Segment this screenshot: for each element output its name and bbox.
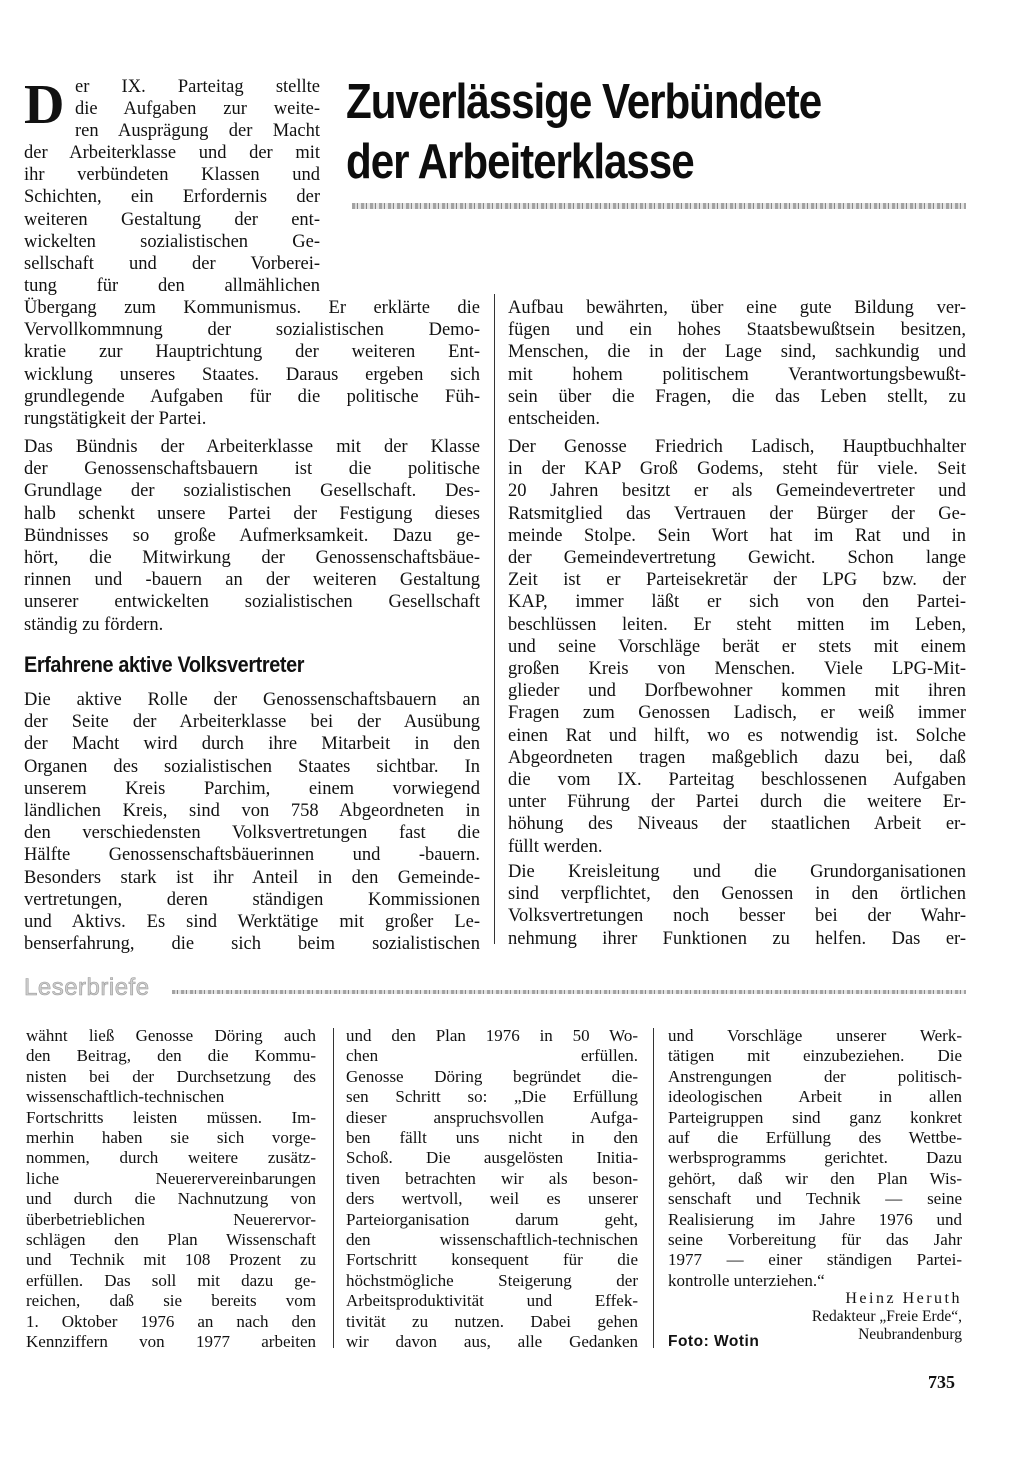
left-para-2-line: Bündnisses so große Aufmerksamkeit. Dazu ge- bbox=[24, 525, 480, 546]
letters-col-3-line: ideologischen Arbeit in allen bbox=[668, 1087, 962, 1107]
right-para-1-line: Aufbau bewährten, über eine gute Bildung ver- bbox=[508, 298, 966, 318]
letters-col-2-line: Schoß. Die ausgelösten Initia- bbox=[346, 1148, 638, 1168]
column-divider bbox=[494, 294, 495, 944]
right-para-2-line: höhung des Niveaus der staatlichen Arbeit er- bbox=[508, 814, 966, 835]
left-para-3-line: Hälfte Genossenschaftsbäuerinnen und -bauern. bbox=[24, 845, 480, 866]
intro-wide bbox=[24, 297, 480, 430]
right-para-3-line: Die Kreisleitung und die Grundorganisationen bbox=[508, 862, 966, 882]
letters-col-1-line: Kennziffern von 1977 arbeiten bbox=[26, 1332, 316, 1352]
intro-narrow bbox=[75, 76, 320, 143]
left-para-2-line: hört, die Mitwirkung der Genossenschaftsbäue- bbox=[24, 548, 480, 569]
right-para-3 bbox=[508, 861, 966, 950]
letters-col-1-line: 1. Oktober 1976 an nach den bbox=[26, 1311, 316, 1331]
letters-col-3-line: und Vorschläge unserer Werk- bbox=[668, 1026, 962, 1045]
letters-col-2-line: tivität zu nutzen. Dabei gehen bbox=[346, 1311, 638, 1331]
letters-col-1 bbox=[26, 1026, 316, 1353]
intro-line: grundlegende Aufgaben für die politische Füh- bbox=[24, 386, 480, 407]
intro-line: die Aufgaben zur weite- bbox=[75, 99, 320, 120]
subheading: Erfahrene aktive Volksvertreter bbox=[24, 652, 305, 677]
right-para-2-line: und seine Vorschläge berät er stets mit einem bbox=[508, 636, 966, 657]
left-para-2-line: Grundlage der sozialistischen Gesellschaft. Des- bbox=[24, 481, 480, 502]
right-para-2-line: Abgeordneten tragen maßgeblich dazu bei, daß bbox=[508, 747, 966, 768]
letters-col-2-line: dieser anspruchsvollen Aufga- bbox=[346, 1107, 638, 1127]
left-para-2-line: ständig zu fördern. bbox=[24, 614, 164, 635]
right-para-3-line: nehmung ihrer Funktionen zu helfen. Das er- bbox=[508, 928, 966, 949]
section-rule bbox=[172, 990, 966, 994]
intro-line: Schichten, ein Erfordernis der bbox=[24, 187, 320, 208]
letters-col-1-line: und Technik mit 108 Prozent zu bbox=[26, 1250, 316, 1270]
letters-col-3-line: Realisierung im Jahre 1976 und bbox=[668, 1209, 962, 1229]
right-para-2-line: der Gemeindevertretung Gewicht. Schon lange bbox=[508, 548, 966, 569]
right-para-2-line: in der KAP Groß Godems, steht für viele. Seit bbox=[508, 459, 966, 480]
letters-col-3-line: 1977 — einer ständigen Partei- bbox=[668, 1250, 962, 1270]
letters-col-2 bbox=[346, 1026, 638, 1353]
page-number: 735 bbox=[928, 1372, 955, 1392]
intro-line: rungstätigkeit der Partei. bbox=[24, 409, 207, 430]
left-para-3-line: Besonders stark ist ihr Anteil in den Gemeinde- bbox=[24, 867, 480, 888]
letters-col-2-line: höchstmögliche Steigerung der bbox=[346, 1270, 638, 1290]
letters-col-3-line: kontrolle unterziehen.“ bbox=[668, 1270, 825, 1290]
right-para-2-line: 20 Jahren besitzt er als Gemeindevertreter und bbox=[508, 481, 966, 502]
headline-line-1: Zuverlässige Verbündete bbox=[346, 75, 822, 129]
intro-line: wickelten sozialistischen Ge- bbox=[24, 231, 320, 252]
right-para-1 bbox=[508, 297, 966, 430]
right-para-2-line: großen Kreis von Menschen. Viele LPG-Mit- bbox=[508, 659, 966, 680]
letters-col-2-line: und den Plan 1976 in 50 Wo- bbox=[346, 1026, 638, 1045]
letters-col-1-line: liche Neuerervereinbarungen bbox=[26, 1168, 316, 1188]
letters-col-2-line: tiven betrachten wir als beson- bbox=[346, 1168, 638, 1188]
right-para-1-line: sein über die Fragen, die das Leben stellt, zu bbox=[508, 386, 966, 407]
letters-col-1-line: und durch die Nachnutzung von bbox=[26, 1189, 316, 1209]
letters-col-1-line: nisten bei der Durchsetzung des bbox=[26, 1066, 316, 1086]
letters-divider-2 bbox=[653, 1028, 654, 1348]
left-para-2-line: rinnen und -bauern an der weiteren Gestaltung bbox=[24, 570, 480, 591]
right-para-1-line: fügen und ein hohes Staatsbewußtsein besitzen, bbox=[508, 320, 966, 341]
letters-divider-1 bbox=[333, 1028, 334, 1348]
intro-line: er IX. Parteitag stellte bbox=[75, 77, 320, 97]
intro-line: kratie zur Hauptrichtung der weiteren Ent- bbox=[24, 342, 480, 363]
letters-col-3-line: auf die Erfüllung des Wettbe- bbox=[668, 1128, 962, 1148]
left-para-3-line: der Seite der Arbeiterklasse bei der Ausübung bbox=[24, 712, 480, 733]
letters-col-1-line: reichen, daß sie bereits vom bbox=[26, 1291, 316, 1311]
letters-col-3-line: Anstrengungen der politisch- bbox=[668, 1066, 962, 1086]
right-para-1-line: entscheiden. bbox=[508, 409, 600, 430]
left-para-2-line: Das Bündnis der Arbeiterklasse mit der Klasse bbox=[24, 437, 480, 457]
intro-line: tung für den allmählichen bbox=[24, 276, 320, 297]
letters-col-1-line: überbetrieblichen Neuerervor- bbox=[26, 1209, 316, 1229]
letters-col-2-line: Arbeitsproduktivität und Effek- bbox=[346, 1291, 638, 1311]
section-label: Leserbriefe bbox=[24, 974, 150, 1001]
right-para-2-line: füllt werden. bbox=[508, 836, 603, 857]
headline-rule bbox=[352, 203, 966, 209]
letters-col-3-line: werbsprogramms gerichtet. Dazu bbox=[668, 1148, 962, 1168]
left-para-3-line: und Aktivs. Es sind Werktätige mit großer Le- bbox=[24, 912, 480, 933]
intro-line: wicklung unseres Staates. Daraus ergeben sich bbox=[24, 364, 480, 385]
drop-cap: D bbox=[24, 74, 65, 136]
photo-credit: Foto: Wotin bbox=[668, 1333, 760, 1350]
right-para-2-line: beschlüssen leiten. Er steht mitten im Leben, bbox=[508, 614, 966, 635]
letters-col-2-line: ders wertvoll, weil es unserer bbox=[346, 1189, 638, 1209]
headline bbox=[346, 72, 879, 192]
intro-line: weiteren Gestaltung der ent- bbox=[24, 209, 320, 230]
left-para-3-line: ländlichen Kreis, sind von 758 Abgeordneten in bbox=[24, 801, 480, 822]
right-para-1-line: mit hohem politischem Verantwortungsbewußt- bbox=[508, 364, 966, 385]
signature-name: Heinz Heruth bbox=[845, 1290, 962, 1307]
right-para-2-line: meinde Stolpe. Sein Wort hat im Rat und in bbox=[508, 525, 966, 546]
right-para-2-line: glieder und Dorfbewohner kommen mit ihren bbox=[508, 681, 966, 702]
left-para-2-line: unserer entwickelten sozialistischen Gesellschaft bbox=[24, 592, 480, 613]
right-para-2-line: Fragen zum Genossen Ladisch, er weiß immer bbox=[508, 703, 966, 724]
left-para-3-line: vertretungen, deren ständigen Kommissionen bbox=[24, 889, 480, 910]
letters-col-1-line: wissenschaftlich-technischen bbox=[26, 1087, 225, 1107]
letters-col-2-line: Parteiorganisation darum geht, bbox=[346, 1209, 638, 1229]
letters-col-1-line: Fortschritts leisten müssen. Im- bbox=[26, 1107, 316, 1127]
letters-col-3-line: senschaft und Technik — seine bbox=[668, 1189, 962, 1209]
left-para-3-line: benserfahrung, die sich beim sozialistischen bbox=[24, 934, 480, 955]
letters-col-1-line: merhin haben sie sich vorge- bbox=[26, 1128, 316, 1148]
left-para-2 bbox=[24, 436, 480, 636]
intro-line: Vervollkommnung der sozialistischen Demo- bbox=[24, 320, 480, 341]
letters-col-1-line: schlägen den Plan Wissenschaft bbox=[26, 1230, 316, 1250]
left-para-2-line: halb schenkt unsere Partei der Festigung dieses bbox=[24, 503, 480, 524]
right-para-2-line: einen Rat und hilft, wo es notwendig ist. Solche bbox=[508, 725, 966, 746]
signature-place: Neubrandenburg bbox=[858, 1326, 962, 1343]
right-para-3-line: sind verpflichtet, den Genossen in den örtlichen bbox=[508, 884, 966, 905]
letters-col-1-line: erfüllen. Das soll mit dazu ge- bbox=[26, 1270, 316, 1290]
letters-col-3 bbox=[668, 1026, 962, 1291]
intro-line: der Arbeiterklasse und der mit bbox=[24, 143, 320, 163]
right-para-3-line: Volksvertretungen noch besser bei der Wahr- bbox=[508, 906, 966, 927]
right-para-2-line: KAP, immer läßt er sich von den Partei- bbox=[508, 592, 966, 613]
left-para-3-line: unserem Kreis Parchim, einem vorwiegend bbox=[24, 778, 480, 799]
right-para-2 bbox=[508, 436, 966, 858]
left-para-2-line: der Genossenschaftsbauern ist die politische bbox=[24, 459, 480, 480]
intro-line: ren Ausprägung der Macht bbox=[75, 121, 320, 142]
letters-col-3-line: seine Vorbereitung für das Jahr bbox=[668, 1230, 962, 1250]
right-para-1-line: Menschen, die in der Lage sind, sachkundig und bbox=[508, 342, 966, 363]
letters-col-2-line: sen Schritt so: „Die Erfüllung bbox=[346, 1087, 638, 1107]
letters-col-1-line: den Beitrag, den die Kommu- bbox=[26, 1046, 316, 1066]
right-para-2-line: Ratsmitglied das Vertrauen der Bürger der Ge- bbox=[508, 503, 966, 524]
letters-col-2-line: Genosse Döring begründet die- bbox=[346, 1066, 638, 1086]
left-para-3-line: Organen des sozialistischen Staates sichtbar. In bbox=[24, 756, 480, 777]
signature-role: Redakteur „Freie Erde“, bbox=[811, 1308, 962, 1325]
left-para-3-line: der Macht wird durch ihre Mitarbeit in den bbox=[24, 734, 480, 755]
left-para-3-line: Die aktive Rolle der Genossenschaftsbauern an bbox=[24, 690, 480, 710]
letters-col-3-line: Parteigruppen sind ganz konkret bbox=[668, 1107, 962, 1127]
letters-col-3-line: tätigen mit einzubeziehen. Die bbox=[668, 1046, 962, 1066]
intro-narrow-b bbox=[24, 142, 320, 297]
intro-line: Übergang zum Kommunismus. Er erklärte die bbox=[24, 298, 480, 318]
right-para-2-line: unter Führung der Partei durch die weitere Er- bbox=[508, 792, 966, 813]
letters-col-2-line: ben fällt uns nicht in den bbox=[346, 1128, 638, 1148]
letters-col-2-line: wir davon aus, alle Gedanken bbox=[346, 1332, 638, 1352]
letters-col-2-line: den wissenschaftlich-technischen bbox=[346, 1230, 638, 1250]
right-para-2-line: die vom IX. Parteitag beschlossenen Aufgaben bbox=[508, 770, 966, 791]
right-para-2-line: Zeit ist er Parteisekretär der LPG bzw. der bbox=[508, 570, 966, 591]
letters-col-2-line: chen erfüllen. bbox=[346, 1046, 638, 1066]
intro-line: sellschaft und der Vorberei- bbox=[24, 254, 320, 275]
letters-col-2-line: Fortschritt konsequent für die bbox=[346, 1250, 638, 1270]
intro-line: ihr verbündeten Klassen und bbox=[24, 165, 320, 186]
left-para-3-line: den verschiedensten Volksvertretungen fast die bbox=[24, 823, 480, 844]
left-para-3 bbox=[24, 689, 480, 955]
headline-line-2: der Arbeiterklasse bbox=[346, 135, 694, 189]
right-para-2-line: Der Genosse Friedrich Ladisch, Hauptbuchhalter bbox=[508, 437, 966, 457]
letters-col-1-line: nommen, durch weitere zusätz- bbox=[26, 1148, 316, 1168]
letters-col-3-line: gehört, daß wir den Plan Wis- bbox=[668, 1168, 962, 1188]
letters-col-1-line: wähnt ließ Genosse Döring auch bbox=[26, 1026, 316, 1045]
